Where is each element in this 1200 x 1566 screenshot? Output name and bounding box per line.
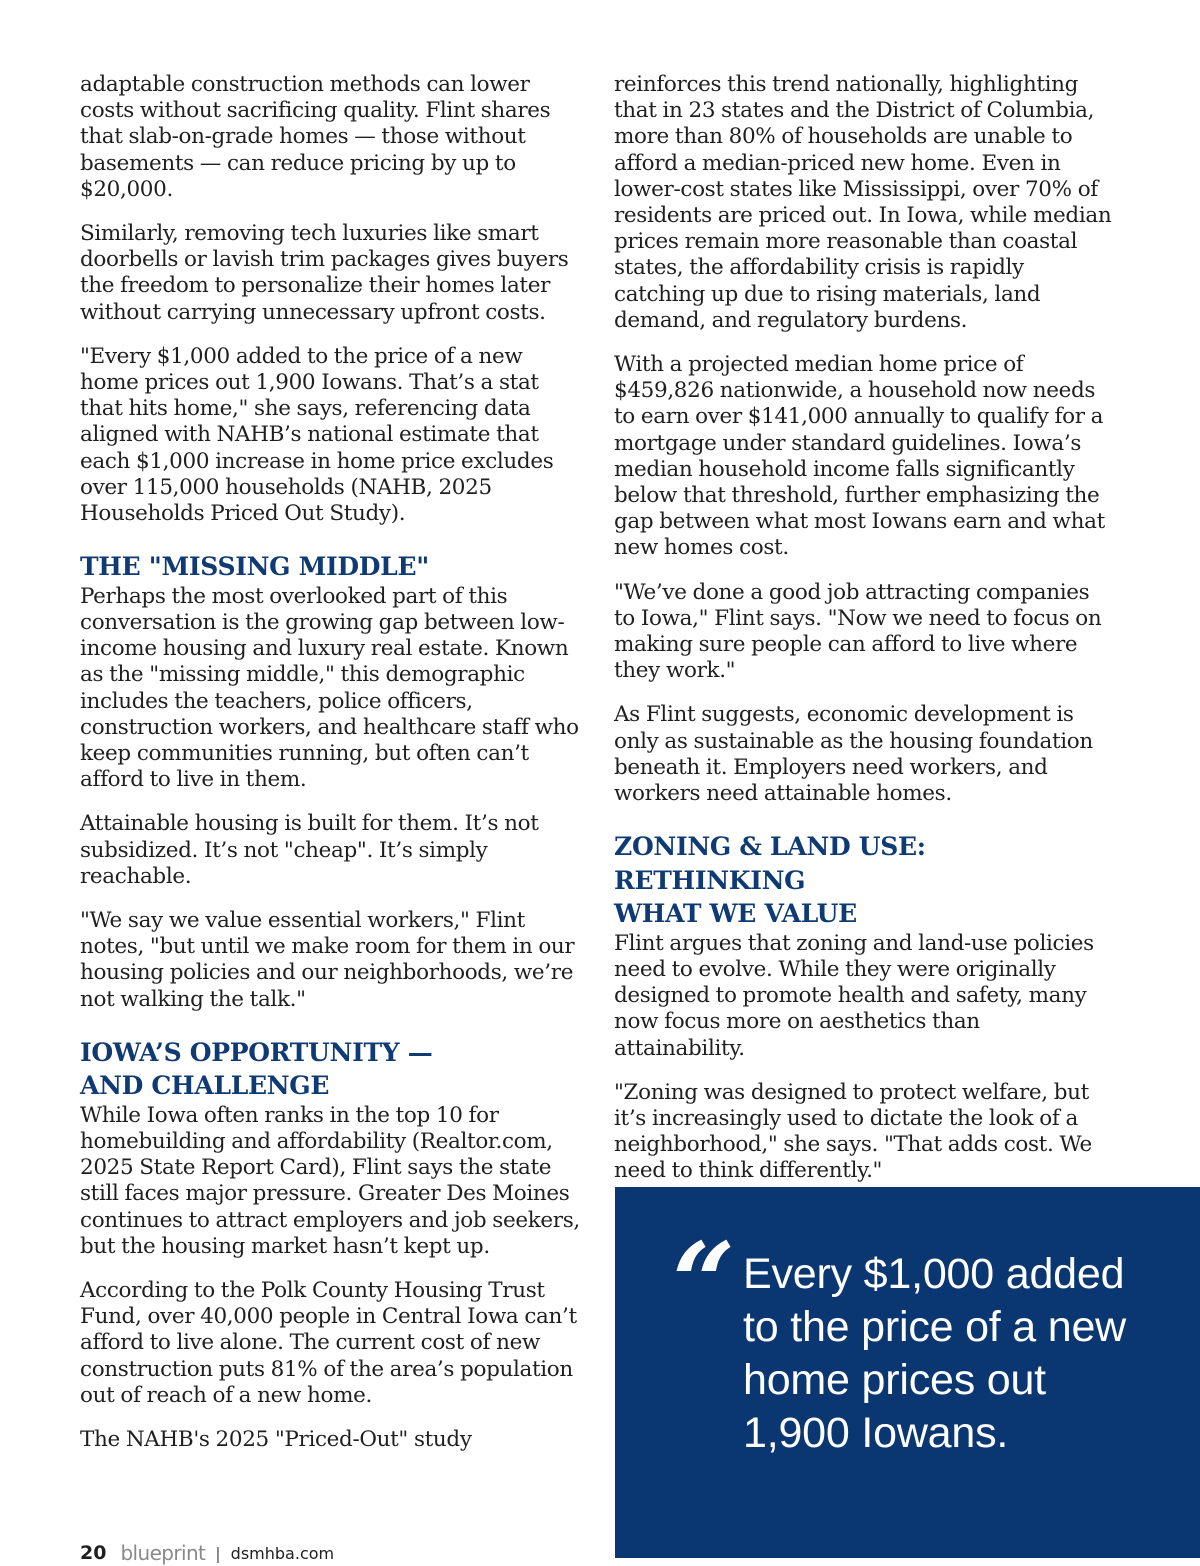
footer-separator: |: [215, 1543, 221, 1563]
body-paragraph: According to the Polk County Housing Trust Fund, over 40,000 people in Central Iowa can’t afford to live alone. The current cost of new construction puts 81% of the area’s population out of reach of a new home.: [80, 1278, 577, 1408]
body-paragraph: "Zoning was designed to protect welfare, but it’s increasingly used to dictate the look of a neighborhood," she says. "That adds cost. We need to think differently.": [614, 1079, 1092, 1184]
pull-quote-text: Every $1,000 added to the price of a new home prices out 1,900 Iowans.: [743, 1250, 1127, 1457]
brand-logo: blueprint: [120, 1541, 206, 1565]
body-paragraph: "Every $1,000 added to the price of a new home prices out 1,900 Iowans. That’s a stat that hits home," she says, referencing data aligned with NAHB’s national estimate that each $1,000 increase in home price excludes over 115,000 households (NAHB, 2025 Households Priced Out Study).: [80, 343, 554, 527]
section-heading-line: ZONING & LAND USE: RETHINKING: [614, 832, 926, 895]
section-heading-line: WHAT WE VALUE: [614, 899, 857, 929]
body-paragraph: Perhaps the most overlooked part of this conversation is the growing gap between low-income housing and luxury real estate. Known as the "missing middle," this demographic includes the teachers, police officers, construction workers, and healthcare staff who keep communities running, but often can’t afford to live in them.: [80, 583, 579, 793]
section-heading-missing-middle: THE "MISSING MIDDLE": [80, 552, 429, 582]
body-paragraph: While Iowa often ranks in the top 10 for homebuilding and affordability (Realtor.com, 2025 State Report Card), Flint says the state still faces major pressure. Greater Des Moines continues to attract employers and job seekers, but the housing market hasn’t kept up.: [80, 1102, 580, 1259]
body-paragraph: "We’ve done a good job attracting companies to Iowa," Flint says. "Now we need to focus on making sure people can afford to live where they work.": [614, 579, 1102, 684]
section-heading-line: AND CHALLENGE: [80, 1071, 330, 1101]
body-paragraph: As Flint suggests, economic development is only as sustainable as the housing foundation beneath it. Employers need workers, and workers need attainable homes.: [614, 702, 1093, 807]
page-footer: [80, 1540, 334, 1566]
section-heading-iowa: [80, 1036, 580, 1103]
left-column: [80, 72, 580, 1471]
quote-mark-icon: “: [672, 1218, 736, 1347]
body-paragraph: The NAHB's 2025 "Priced-Out" study: [80, 1427, 472, 1453]
page-number: 20: [80, 1542, 107, 1564]
body-paragraph: Similarly, removing tech luxuries like smart doorbells or lavish trim packages gives buyers the freedom to personalize their homes later without carrying unnecessary upfront costs.: [80, 221, 569, 325]
body-paragraph: reinforces this trend nationally, highlighting that in 23 states and the District of Columbia, more than 80% of households are unable to afford a median-priced new home. Even in lower-cost states like Mississippi, over 70% of residents are priced out. In Iowa, while median prices remain more reasonable than coastal states, the affordability crisis is rapidly catching up due to rising materials, land demand, and regulatory burdens.: [614, 72, 1112, 333]
body-paragraph: Flint argues that zoning and land-use policies need to evolve. While they were originally designed to promote health and safety, many now focus more on aesthetics than attainability.: [614, 930, 1094, 1061]
body-paragraph: With a projected median home price of $459,826 nationwide, a household now needs to earn over $141,000 annually to qualify for a mortgage under standard guidelines. Iowa’s median household income falls significantly below that threshold, further emphasizing the gap between what most Iowans earn and what new homes cost.: [614, 352, 1105, 561]
right-column: [614, 72, 1114, 1203]
section-heading-line: IOWA’S OPPORTUNITY —: [80, 1037, 433, 1067]
website-link[interactable]: dsmhba.com: [230, 1543, 335, 1563]
body-paragraph: adaptable construction methods can lower costs without sacrificing quality. Flint shares that slab-on-grade homes — those without basements — can reduce pricing by up to $20,000.: [80, 72, 551, 202]
body-paragraph: "We say we value essential workers," Flint notes, "but until we make room for them in our housing policies and our neighborhoods, we’re not walking the talk.": [80, 907, 575, 1012]
section-heading-zoning: [614, 830, 1114, 931]
body-paragraph: Attainable housing is built for them. It’s not subsidized. It’s not "cheap". It’s simply reachable.: [80, 811, 539, 889]
